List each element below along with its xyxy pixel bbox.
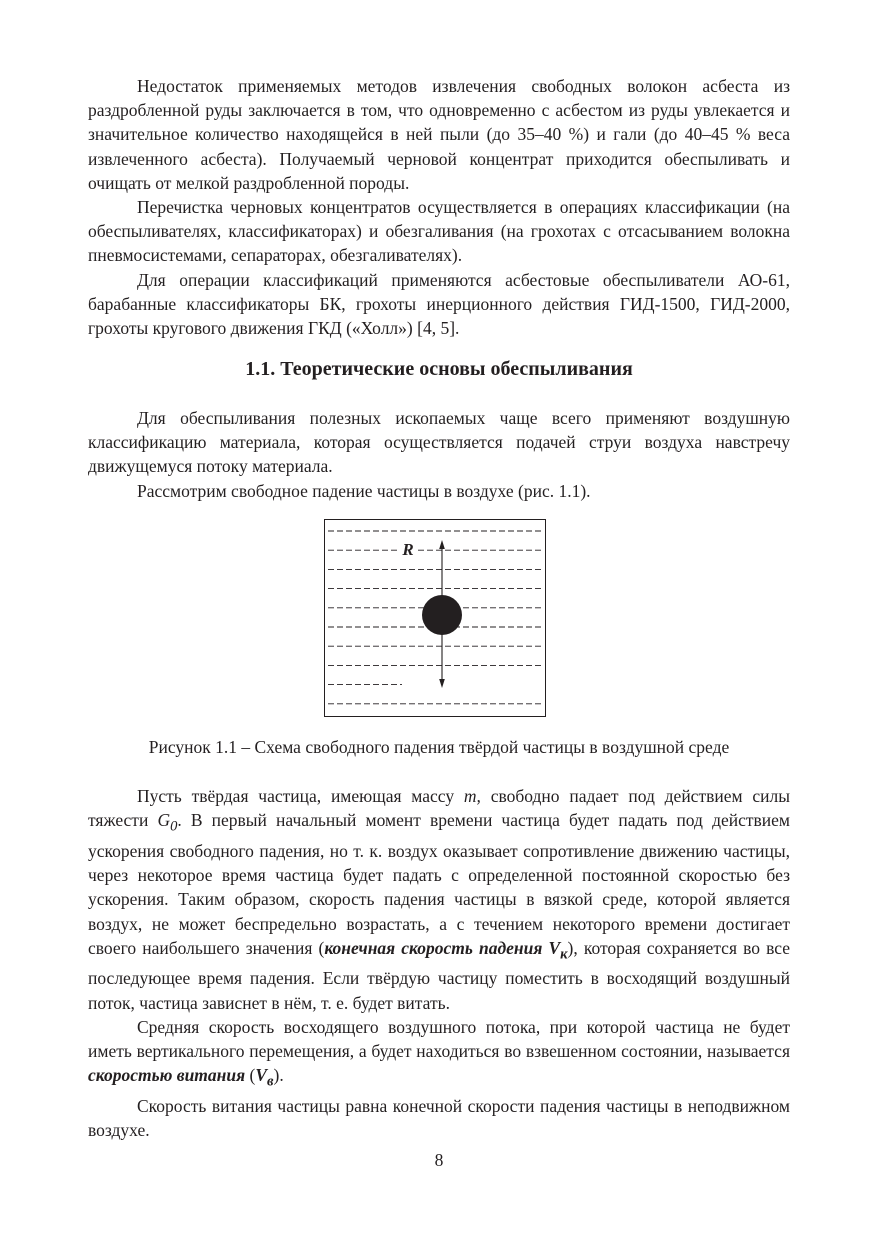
paragraph: Для обеспыливания полезных ископаемых чаще всего применяют воздушную классификацию материала, которая осуществляется подачей струи воздуха навстречу движущемуся потоку материала.	[88, 408, 790, 477]
text: Пусть твёрдая частица, имеющая массу	[137, 786, 464, 806]
section-heading: 1.1. Теоретические основы обеспыливания	[245, 358, 633, 380]
particle	[422, 595, 462, 635]
paragraph: Перечистка черновых концентратов осуществляется в операциях классификации (на обеспыливателях, классификаторах) и обезгаливания (на грохотах с отсасыванием волокна пневмосистемами, сепараторах, обезгаливателях).	[88, 197, 790, 266]
main-text	[88, 784, 790, 1142]
text: ).	[273, 1065, 284, 1086]
paragraph: Недостаток применяемых методов извлечения свободных волокон асбеста из раздробленной руды заключается в том, что одновременно с асбестом из руды увлекается и значительное количество находящейся в ней пыли (до 35–40 %) и гали (до 40–45 % веса извлеченного асбеста). Получаемый черновой концентрат приходится обеспыливать и очищать от мелкой раздробленной породы.	[88, 76, 790, 193]
paragraph: Для операции классификаций применяются асбестовые обеспыливатели АО-61, барабанные классификаторы БК, грохоты инерционного действия ГИД-1500, ГИД-2000, грохоты кругового движения ГКД («Холл») [4, 5].	[88, 269, 790, 339]
section-intro	[88, 406, 790, 503]
resistance-label: R	[402, 540, 414, 559]
mass-symbol: m,	[463, 786, 481, 806]
arrow-up-icon	[439, 540, 445, 549]
paragraph	[88, 784, 790, 1015]
subscript: к	[560, 946, 568, 963]
text: (	[245, 1065, 256, 1086]
paragraph	[88, 1015, 790, 1094]
paragraph: Скорость витания частицы равна конечной скорости падения частицы в неподвижном воздухе.	[88, 1095, 790, 1141]
intro-section	[88, 74, 790, 340]
subscript: 0	[170, 818, 178, 835]
term-terminal-velocity: конечная скорость падения V	[324, 937, 561, 958]
figure-caption: Рисунок 1.1 – Схема свободного падения твёрдой частицы в воздушной среде	[148, 737, 730, 757]
arrow-down-icon	[439, 679, 445, 688]
gravity-symbol: G	[157, 810, 171, 831]
page-number: 8	[434, 1150, 444, 1170]
subscript: в	[267, 1073, 274, 1090]
paragraph: Рассмотрим свободное падение частицы в воздухе (рис. 1.1).	[137, 480, 591, 501]
text: свободно падает под действием силы тяжести	[88, 786, 790, 831]
text: ), которая сохраняется во все последующее время падения. Если твёрдую частицу поместить в восходящий воздушный поток, частица зависнет в нём, т. е. будет витать.	[88, 937, 790, 1013]
figure-diagram	[324, 519, 546, 717]
text: . В первый начальный момент времени частица будет падать под действием ускорения свободного падения, но т. к. воздух оказывает сопротивление движению частицы, через некоторое время частица будет падать с определенной постоянной скоростью без ускорения. Таким образом, скорость падения частицы в вязкой среде, которой является воздух, не может беспредельно возрастать, а с течением некоторого времени достигает своего наибольшего значения (	[88, 810, 790, 958]
term-floating-velocity: скоростью витания	[88, 1065, 246, 1086]
text: Средняя скорость восходящего воздушного потока, при которой частица не будет иметь вертикального перемещения, а будет находиться во взвешенном состоянии, называется	[88, 1016, 790, 1062]
velocity-symbol: V	[255, 1065, 268, 1086]
